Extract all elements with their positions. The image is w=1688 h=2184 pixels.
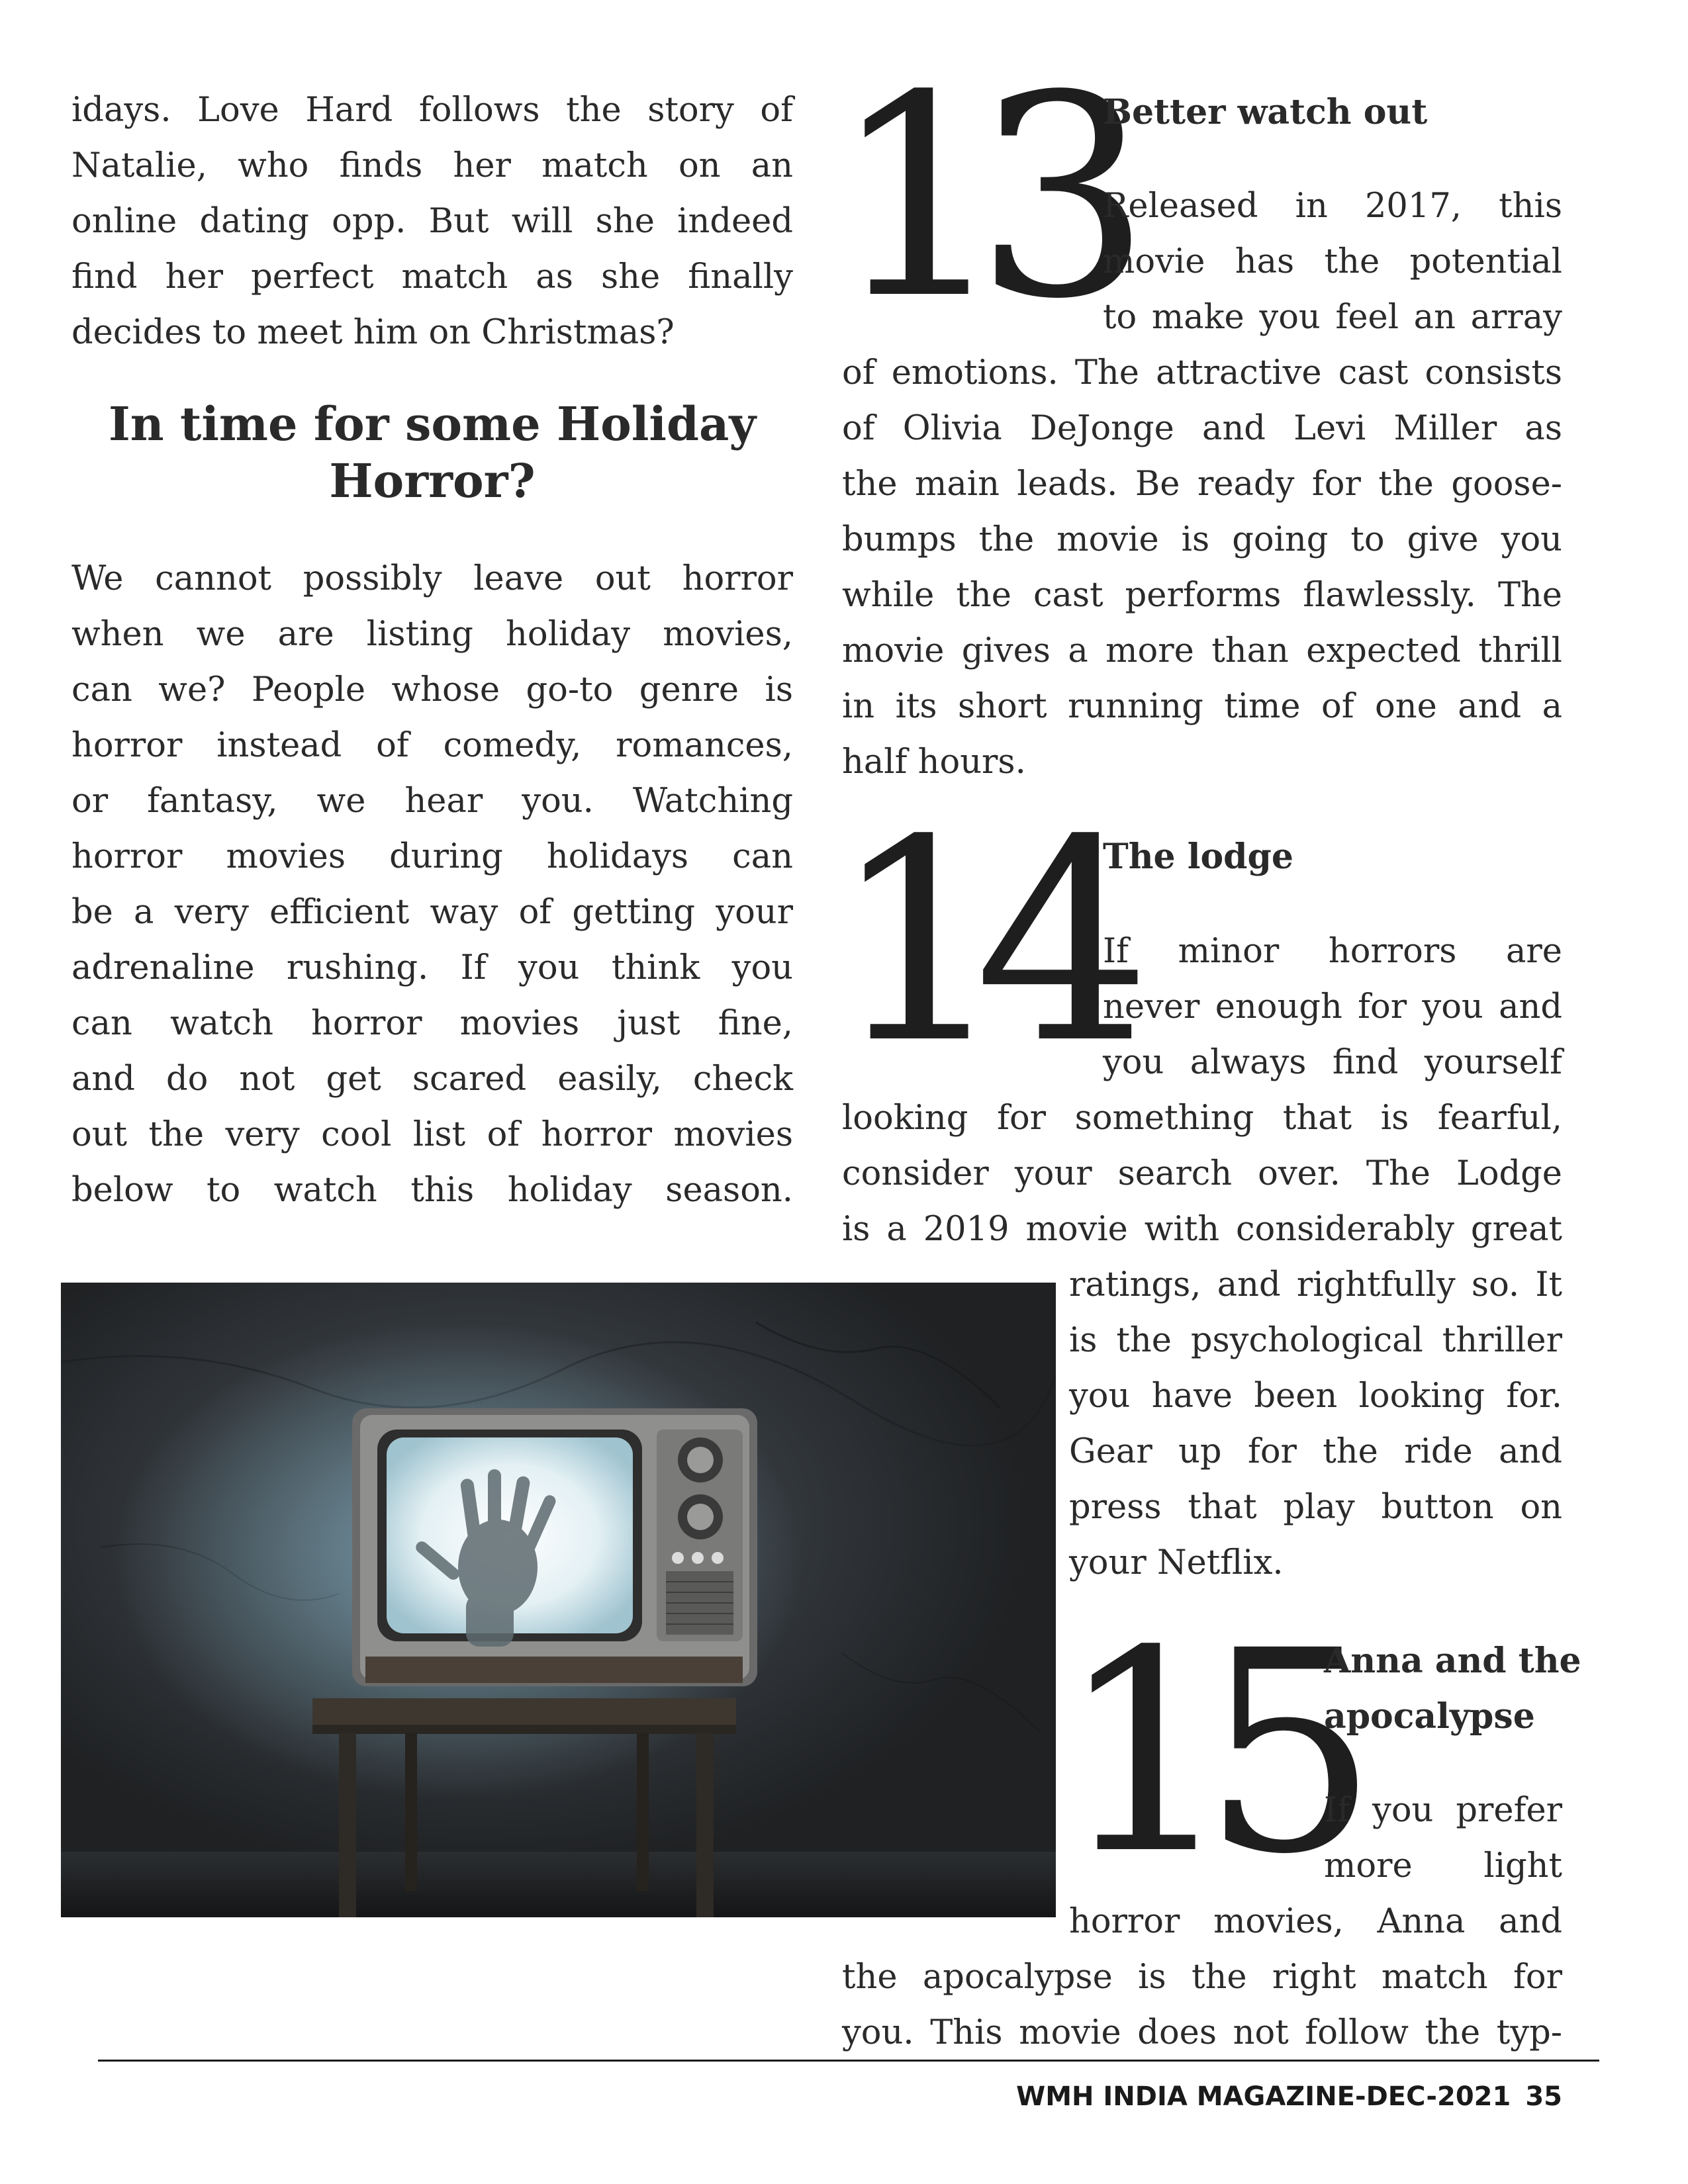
body-line: or fantasy, we hear you. Watching	[71, 782, 793, 821]
entry-line: you have been looking for.	[1069, 1377, 1562, 1416]
entry-title-15: apocalypse	[1324, 1696, 1535, 1737]
entry-line: the main leads. Be ready for the goose-	[842, 465, 1562, 504]
horror-tv-photo	[61, 1283, 1056, 1917]
footer-rule	[98, 2060, 1599, 2062]
entry-number-15: 15	[1058, 1592, 1346, 1915]
entry-line: bumps the movie is going to give you	[842, 520, 1562, 559]
entry-line: in its short running time of one and a	[842, 687, 1562, 726]
intro-line: online dating opp. But will she indeed	[71, 202, 793, 241]
entry-line: If minor horrors are	[1103, 932, 1562, 971]
entry-line: of Olivia DeJonge and Levi Miller as	[842, 409, 1562, 448]
entry-number-13: 13	[831, 36, 1119, 360]
entry-line: you. This movie does not follow the typ-	[842, 2013, 1562, 2052]
entry-line: never enough for you and	[1103, 987, 1562, 1026]
entry-line: of emotions. The attractive cast consists	[842, 353, 1562, 392]
intro-line: decides to meet him on Christmas?	[71, 313, 675, 352]
intro-line: idays. Love Hard follows the story of	[71, 91, 793, 130]
entry-line: ratings, and rightfully so. It	[1069, 1265, 1562, 1304]
magazine-name: WMH INDIA MAGAZINE-DEC-2021	[1016, 2081, 1511, 2112]
body-line: and do not get scared easily, check	[71, 1060, 793, 1099]
entry-line: is a 2019 movie with considerably great	[842, 1210, 1562, 1249]
entry-line: is the psychological thriller	[1069, 1321, 1562, 1360]
entry-line: looking for something that is fearful,	[842, 1099, 1562, 1138]
entry-line: your Netflix.	[1069, 1543, 1284, 1582]
body-line: adrenaline rushing. If you think you	[71, 948, 793, 987]
entry-line: you always find yourself	[1103, 1043, 1562, 1082]
entry-line: horror movies, Anna and	[1069, 1902, 1562, 1941]
body-line: horror instead of comedy, romances,	[71, 726, 793, 765]
body-line: out the very cool list of horror movies	[71, 1115, 793, 1154]
entry-title-13: Better watch out	[1103, 92, 1428, 132]
entry-line: the apocalypse is the right match for	[842, 1958, 1562, 1997]
entry-line: press that play button on	[1069, 1488, 1562, 1527]
entry-line: If you prefer	[1324, 1791, 1562, 1830]
page-number: 35	[1525, 2081, 1562, 2112]
body-line: can we? People whose go-to genre is	[71, 670, 793, 709]
section-heading: In time for some Holiday	[108, 396, 757, 451]
footer	[1016, 2077, 1562, 2116]
body-line: horror movies during holidays can	[71, 837, 793, 876]
body-line: be a very efficient way of getting your	[71, 893, 793, 932]
body-line: We cannot possibly leave out horror	[71, 559, 793, 598]
entry-line: Released in 2017, this	[1103, 187, 1562, 226]
intro-line: Natalie, who finds her match on an	[71, 146, 793, 185]
entry-line: movie gives a more than expected thrill	[842, 631, 1562, 670]
entry-title-15: Anna and the	[1324, 1641, 1581, 1681]
entry-line: half hours.	[842, 743, 1026, 782]
entry-line: while the cast performs flawlessly. The	[842, 576, 1562, 615]
entry-number-14: 14	[831, 781, 1119, 1105]
entry-line: consider your search over. The Lodge	[842, 1154, 1562, 1193]
entry-line: more light	[1324, 1846, 1562, 1886]
entry-line: movie has the potential	[1103, 242, 1562, 281]
section-heading: Horror?	[329, 453, 536, 508]
body-line: below to watch this holiday season.	[71, 1171, 793, 1210]
body-line: when we are listing holiday movies,	[71, 615, 793, 654]
body-line: can watch horror movies just fine,	[71, 1004, 793, 1043]
entry-line: Gear up for the ride and	[1069, 1432, 1562, 1471]
entry-line: to make you feel an array	[1103, 298, 1562, 337]
entry-title-14: The lodge	[1103, 837, 1293, 877]
intro-line: find her perfect match as she finally	[71, 257, 793, 296]
